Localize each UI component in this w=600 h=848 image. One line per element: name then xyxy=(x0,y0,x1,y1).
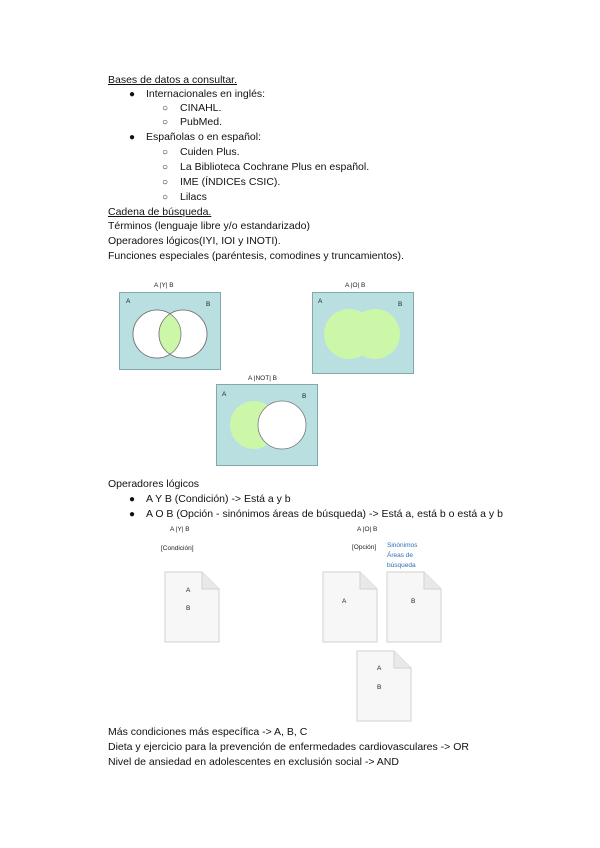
search-chain-line: Términos (lenguaje libre y/o estandarizado) xyxy=(108,220,310,232)
search-chain-line: Operadores lógicos(IYI, IOI y INOTI). xyxy=(108,235,281,247)
doc-or-note: Áreas de xyxy=(387,552,414,559)
doc-or-label: [Opción] xyxy=(352,544,377,551)
venn-or-title: A |O| B xyxy=(345,282,366,289)
doc-or-note: Sinónimos xyxy=(387,542,418,549)
search-chain-line: Funciones especiales (paréntesis, comodines y truncamientos). xyxy=(108,250,404,262)
bullet-icon: ● xyxy=(129,494,136,505)
venn-and-title: A |Y| B xyxy=(154,282,174,289)
example-line: Dieta y ejercicio para la prevención de enfermedades cardiovasculares -> OR xyxy=(108,741,469,753)
bullet-icon: ● xyxy=(129,132,136,143)
spanish-label: Españolas o en español: xyxy=(146,131,262,143)
doc-and-line1: A xyxy=(186,587,191,594)
venn-not-set-a: A xyxy=(222,391,227,398)
example-line: Más condiciones más específica -> A, B, C xyxy=(108,726,308,738)
international-label: Internacionales en inglés: xyxy=(146,88,266,100)
document-icon xyxy=(356,650,412,722)
circle-bullet-icon: ○ xyxy=(162,177,169,188)
venn-and-set-a: A xyxy=(126,298,131,305)
list-item: La Biblioteca Cochrane Plus en español. xyxy=(180,161,370,173)
example-line: Nivel de ansiedad en adolescentes en exclusión social -> AND xyxy=(108,756,399,768)
circle-bullet-icon: ○ xyxy=(162,147,169,158)
search-chain-heading: Cadena de búsqueda. xyxy=(108,206,212,218)
list-item: Cuiden Plus. xyxy=(180,146,240,158)
list-item: PubMed. xyxy=(180,116,223,128)
venn-not-title: A |NOT| B xyxy=(248,375,278,382)
doc-or-ab-line1: A xyxy=(377,665,382,672)
doc-or-b: B xyxy=(411,598,416,605)
document-icon xyxy=(386,571,442,643)
doc-or-ab-line2: B xyxy=(377,684,382,691)
logic-operator-item: A Y B (Condición) -> Está a y b xyxy=(146,493,291,505)
logic-operators-heading: Operadores lógicos xyxy=(108,478,200,490)
databases-heading: Bases de datos a consultar. xyxy=(108,74,237,86)
bullet-icon: ● xyxy=(129,89,136,100)
doc-or-note: búsqueda xyxy=(387,562,416,569)
circle-bullet-icon: ○ xyxy=(162,103,169,114)
list-item: CINAHL. xyxy=(180,102,222,114)
doc-or-a: A xyxy=(342,598,347,605)
venn-or-set-b: B xyxy=(398,301,403,308)
venn-or-set-a: A xyxy=(318,298,323,305)
doc-and-label: [Condición] xyxy=(161,545,194,552)
venn-and-set-b: B xyxy=(206,301,211,308)
doc-or-title: A |O| B xyxy=(357,526,378,533)
list-item: IME (ÍNDICEs CSIC). xyxy=(180,176,281,188)
list-item: Lilacs xyxy=(180,191,207,203)
document-icon xyxy=(164,571,220,643)
doc-and-title: A |Y| B xyxy=(170,526,190,533)
circle-bullet-icon: ○ xyxy=(162,192,169,203)
bullet-icon: ● xyxy=(129,509,136,520)
document-icon xyxy=(322,571,378,643)
circle-bullet-icon: ○ xyxy=(162,117,169,128)
logic-operator-item: A O B (Opción - sinónimos áreas de búsqueda) -> Está a, está b o está a y b xyxy=(146,508,503,520)
circle-bullet-icon: ○ xyxy=(162,162,169,173)
doc-and-line2: B xyxy=(186,605,191,612)
venn-not-set-b: B xyxy=(302,393,307,400)
